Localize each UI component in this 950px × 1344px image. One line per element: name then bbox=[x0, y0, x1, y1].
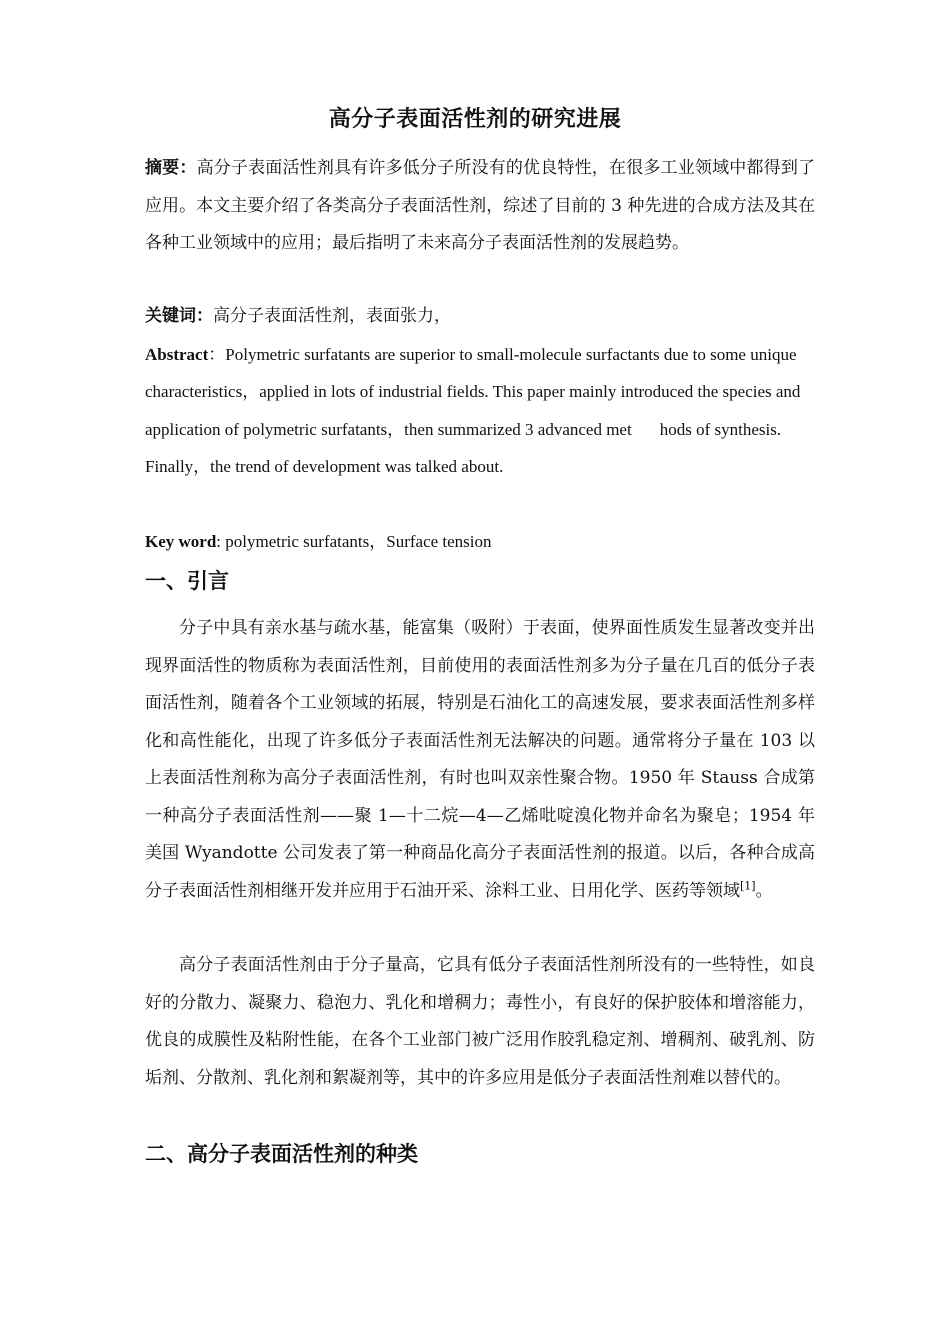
abstract-cn-label: 摘要： bbox=[145, 158, 197, 178]
keywords-cn-label: 关键词： bbox=[145, 306, 213, 326]
abstract-en-text-b: hods of synthesis. Finally，the trend of development was talked about. bbox=[145, 419, 782, 476]
section-heading-types: 二、高分子表面活性剂的种类 bbox=[145, 1142, 418, 1166]
intro-paragraph-2-text: 高分子表面活性剂由于分子量高，它具有低分子表面活性剂所没有的一些特性，如良好的分散力、凝聚力、稳泡力、乳化和增稠力；毒性小，有良好的保护胶体和增溶能力，优良的成膜性及粘附性能，在各个工业部门被广泛用作胶乳稳定剂、增稠剂、破乳剂、防垢剂、分散剂、乳化剂和絮凝剂等，其中的许多应用是低分子表面活性剂难以替代的。 bbox=[145, 955, 815, 1088]
abstract-cn-text: 高分子表面活性剂具有许多低分子所没有的优良特性，在很多工业领域中都得到了应用。本文主要介绍了各类高分子表面活性剂，综述了目前的 3 种先进的合成方法及其在各种工业领域中的应用；最后指明了未来高分子表面活性剂的发展趋势。 bbox=[145, 158, 816, 253]
document-title: 高分子表面活性剂的研究进展 bbox=[328, 107, 622, 132]
intro-paragraph-1-end: 。 bbox=[755, 880, 773, 901]
intro-paragraph-1-text: 分子中具有亲水基与疏水基，能富集（吸附）于表面，使界面性质发生显著改变并出现界面活性的物质称为表面活性剂，目前使用的表面活性剂多为分子量在几百的低分子表面活性剂，随着各个工业领域的拓展，特别是石油化工的高速发展，要求表面活性剂多样化和高性能化，出现了许多低分子表面活性剂无法解决的问题。通常将分子量在 103 以上表面活性剂称为高分子表面活性剂，有时也叫双亲性聚合物。1950 年 Stauss 合成第一种高分子表面活性剂——聚 1—十二烷—4—乙烯吡啶溴化物并命名为聚皂；1954 年美国 Wyandotte 公司发表了第一种商品化高分子表面活性剂的报道。以后，各种合成高分子表面活性剂相继开发并应用于石油开采、涂料工业、日用化学、医药等领域 bbox=[145, 618, 815, 901]
abstract-cn bbox=[145, 150, 815, 263]
section-heading-introduction: 一、引言 bbox=[145, 569, 229, 593]
intro-paragraph-1 bbox=[145, 610, 815, 910]
abstract-en-text-a: Polymetric surfatants are superior to small-molecule surfactants due to some unique characteristics，applied in lots of industrial fields. This paper mainly introduced the species and application of polymetric surfatants，then summarized 3 advanced met bbox=[145, 345, 801, 439]
citation-ref: [1] bbox=[740, 878, 756, 892]
keywords-cn bbox=[145, 298, 815, 336]
abstract-en bbox=[145, 336, 815, 485]
intro-paragraph-2 bbox=[145, 947, 815, 1097]
keywords-cn-text: 高分子表面活性剂，表面张力， bbox=[213, 306, 451, 326]
keywords-en-label: Key word bbox=[145, 532, 217, 551]
keywords-en bbox=[145, 523, 815, 560]
keywords-en-text: : polymetric surfatants，Surface tension bbox=[216, 532, 492, 551]
abstract-en-colon: ： bbox=[208, 345, 226, 364]
abstract-en-label: Abstract bbox=[145, 345, 209, 364]
